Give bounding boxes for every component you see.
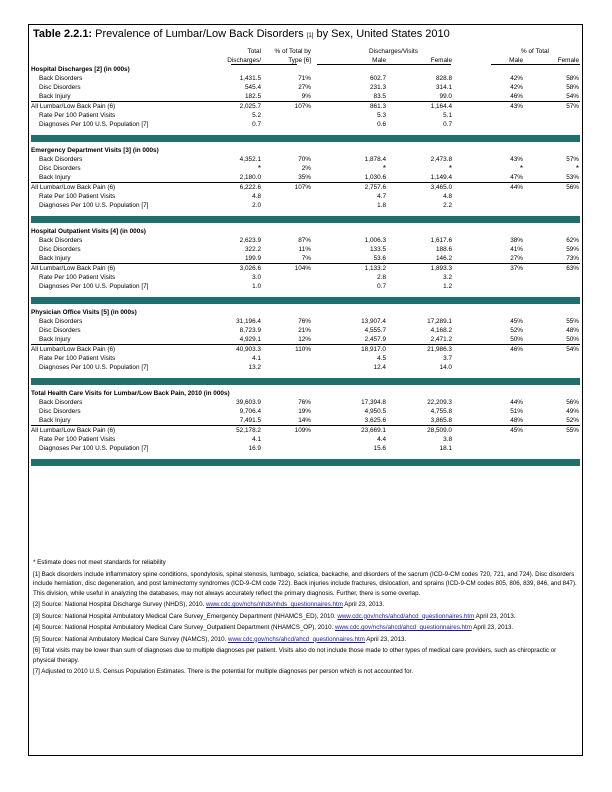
row-label: Back Disorders xyxy=(39,75,83,82)
cell-total: 2,025.7 xyxy=(239,103,261,110)
cell-pct-type: 70% xyxy=(298,156,311,163)
section-title: Hospital Discharges [2] (in 000s) xyxy=(31,66,130,73)
section-title: Hospital Outpatient Visits [4] (in 000s) xyxy=(31,228,146,235)
cell-pct-male: 50% xyxy=(510,336,523,343)
row-label: All Lumbar/Low Back Pain (6) xyxy=(31,184,116,191)
footnote-2-text: [2] Source: National Hospital Discharge Survey (NHDS), 2010. xyxy=(33,601,206,608)
header-pct-type: % of Total by xyxy=(274,48,311,55)
cell-total: 8,723.9 xyxy=(239,327,261,334)
cell-pct-male: 46% xyxy=(510,346,523,353)
rate-row xyxy=(31,192,580,201)
cell-pct-female: 48% xyxy=(566,327,579,334)
cell-female: * xyxy=(448,164,452,173)
diagnoses-row xyxy=(31,444,580,453)
cell-pct-type: 35% xyxy=(298,174,311,181)
header-pct-total-group: % of Total xyxy=(521,48,549,55)
cell-male: 18,917.0 xyxy=(361,346,386,353)
cell-female: 146.2 xyxy=(436,255,452,262)
cell-female: 2.2 xyxy=(443,202,452,209)
table-row xyxy=(31,236,580,245)
table-row xyxy=(31,173,580,182)
cell-male: * xyxy=(382,164,386,173)
cell-pct-type: 107% xyxy=(294,103,311,110)
header-male: Male xyxy=(372,57,386,64)
cell-male: 5.3 xyxy=(377,112,386,119)
footnote-2-date: April 23, 2013. xyxy=(342,601,385,608)
cell-pct-female: 59% xyxy=(566,246,579,253)
cell-male: 13,907.4 xyxy=(361,318,386,325)
cell-pct-type: 21% xyxy=(298,327,311,334)
cell-pct-type: 71% xyxy=(298,75,311,82)
cell-total: 322.2 xyxy=(245,246,261,253)
diagnoses-row xyxy=(31,363,580,372)
cell-male: 12.4 xyxy=(373,364,386,371)
cell-pct-male: 44% xyxy=(510,399,523,406)
cell-male: 4.7 xyxy=(377,193,386,200)
total-row xyxy=(31,344,580,354)
header-female: Female xyxy=(430,57,452,64)
cell-pct-female: 52% xyxy=(566,417,579,424)
rate-row xyxy=(31,273,580,282)
cell-total: 4.8 xyxy=(252,193,261,200)
cell-total: 4.1 xyxy=(252,355,261,362)
header-visits-group: Discharges/Visits xyxy=(369,48,418,55)
cell-pct-female: 50% xyxy=(566,336,579,343)
rate-row xyxy=(31,111,580,120)
row-label: Diagnoses Per 100 U.S. Population [7] xyxy=(39,121,149,128)
header-total: Total xyxy=(247,48,261,55)
row-label: Rate Per 100 Patient Visits xyxy=(39,112,116,119)
cell-total: 0.7 xyxy=(252,121,261,128)
header-pct-female: Female xyxy=(557,57,579,64)
section-title: Emergency Department Visits [3] (in 000s) xyxy=(31,147,159,154)
cell-pct-male: 52% xyxy=(510,327,523,334)
total-row xyxy=(31,263,580,273)
cell-male: 1,030.6 xyxy=(364,174,386,181)
cell-total: 52,178.2 xyxy=(236,427,261,434)
cell-pct-male: 46% xyxy=(510,93,523,100)
cell-pct-type: 9% xyxy=(301,93,311,100)
cell-pct-type: 12% xyxy=(298,336,311,343)
cell-pct-female: 57% xyxy=(566,156,579,163)
table-row xyxy=(31,155,580,164)
cell-pct-type: 19% xyxy=(298,408,311,415)
cell-male: 2.8 xyxy=(377,274,386,281)
footnote-3 xyxy=(33,612,578,622)
cell-pct-type: 107% xyxy=(294,184,311,191)
cell-male: 2,757.6 xyxy=(364,184,386,191)
footnote-5-date: April 23, 2013. xyxy=(364,635,407,643)
section-divider-band xyxy=(31,297,580,304)
footnote-3-text: [3] Source: National Hospital Ambulatory Medical Care Survey_Emergency Department (NHAMCS_ED), 2010. xyxy=(33,612,338,620)
cell-female: 0.7 xyxy=(443,121,452,128)
cell-female: 99.0 xyxy=(439,93,452,100)
total-row xyxy=(31,425,580,435)
cell-male: 0.6 xyxy=(377,121,386,128)
cell-pct-type: 27% xyxy=(298,84,311,91)
footnote-4 xyxy=(33,623,578,633)
cell-male: 4.4 xyxy=(377,436,386,443)
row-label: All Lumbar/Low Back Pain (6) xyxy=(31,265,116,272)
cell-female: 314.1 xyxy=(436,84,452,91)
cell-female: 2,473.8 xyxy=(430,156,452,163)
cell-pct-female: 57% xyxy=(566,103,579,110)
cell-female: 1,893.3 xyxy=(430,265,452,272)
table-row xyxy=(31,74,580,83)
cell-female: 3.7 xyxy=(443,355,452,362)
row-label: Diagnoses Per 100 U.S. Population [7] xyxy=(39,202,149,209)
footnote-4-link[interactable]: www.cdc.gov/nchs/ahcd/ahcd_questionnaires.htm xyxy=(334,624,472,631)
cell-total: 182.5 xyxy=(245,93,261,100)
table-frame xyxy=(28,24,583,756)
cell-male: 1.8 xyxy=(377,202,386,209)
table-row xyxy=(31,83,580,92)
row-label: Back Injury xyxy=(39,93,71,100)
footnote-2 xyxy=(33,600,578,610)
section-divider-band xyxy=(31,459,580,466)
cell-pct-female: 63% xyxy=(566,265,579,272)
cell-total: 3,026.6 xyxy=(239,265,261,272)
cell-pct-female: 53% xyxy=(566,174,579,181)
section-heading xyxy=(31,308,580,317)
cell-female: 3,465.0 xyxy=(430,184,452,191)
footnotes xyxy=(33,558,578,679)
cell-pct-male: 51% xyxy=(510,408,523,415)
row-label: Diagnoses Per 100 U.S. Population [7] xyxy=(39,445,149,452)
row-label: All Lumbar/Low Back Pain (6) xyxy=(31,103,116,110)
title-ref: [1] xyxy=(306,33,314,39)
cell-total: 39,603.9 xyxy=(236,399,261,406)
footnote-star: * Estimate does not meet standards for reliability xyxy=(33,559,166,566)
cell-pct-type: 109% xyxy=(294,427,311,434)
cell-total: 2,623.9 xyxy=(239,237,261,244)
header-row-2 xyxy=(31,56,580,65)
cell-pct-male: 42% xyxy=(510,75,523,82)
section-title: Physician Office Visits [5] (in 000s) xyxy=(31,309,137,316)
row-label: Diagnoses Per 100 U.S. Population [7] xyxy=(39,364,149,371)
cell-male: 2,457.9 xyxy=(364,336,386,343)
cell-pct-type: 2% xyxy=(301,165,311,172)
cell-pct-male: 43% xyxy=(510,103,523,110)
section-heading xyxy=(31,227,580,236)
cell-total: 16.9 xyxy=(248,445,261,452)
row-label: Disc Disorders xyxy=(39,327,81,334)
cell-male: 133.5 xyxy=(370,246,386,253)
row-label: Back Injury xyxy=(39,336,71,343)
footnote-7: [7] Adjusted to 2010 U.S. Census Population Estimates. There is the potential for multiple diagnoses per person which is not accounted for. xyxy=(33,668,413,675)
cell-total: 40,903.3 xyxy=(236,346,261,353)
total-row xyxy=(31,182,580,192)
cell-female: 1.2 xyxy=(443,283,452,290)
cell-total: 4.1 xyxy=(252,436,261,443)
cell-total: 9,706.4 xyxy=(239,408,261,415)
cell-total: 5.2 xyxy=(252,112,261,119)
diagnoses-row xyxy=(31,201,580,210)
cell-female: 4,755.8 xyxy=(430,408,452,415)
table-row xyxy=(31,326,580,335)
cell-total: 3.0 xyxy=(252,274,261,281)
cell-total: 2,180.0 xyxy=(239,174,261,181)
cell-pct-type: 76% xyxy=(298,399,311,406)
cell-pct-type: 11% xyxy=(298,246,311,253)
cell-pct-type: 7% xyxy=(301,255,311,262)
cell-total: 4,352.1 xyxy=(239,156,261,163)
diagnoses-row xyxy=(31,120,580,129)
cell-total: 1,431.5 xyxy=(239,75,261,82)
cell-pct-male: 42% xyxy=(510,84,523,91)
cell-pct-female: 56% xyxy=(566,184,579,191)
cell-female: 1,149.4 xyxy=(430,174,452,181)
table-row xyxy=(31,416,580,425)
cell-female: 18.1 xyxy=(439,445,452,452)
data-table xyxy=(31,47,580,470)
footnote-5-link[interactable]: www.cdc.gov/nchs/ahcd/ahcd_questionnaires.htm xyxy=(228,635,365,643)
cell-total: 2.0 xyxy=(252,202,261,209)
cell-pct-male: 37% xyxy=(510,265,523,272)
cell-pct-type: 76% xyxy=(298,318,311,325)
row-label: Disc Disorders xyxy=(39,246,81,253)
row-label: All Lumbar/Low Back Pain (6) xyxy=(31,346,116,353)
cell-pct-male: 44% xyxy=(510,184,523,191)
cell-pct-male: 45% xyxy=(510,318,523,325)
rate-row xyxy=(31,435,580,444)
row-label: Diagnoses Per 100 U.S. Population [7] xyxy=(39,283,149,290)
cell-pct-male: 27% xyxy=(510,255,523,262)
cell-pct-type: 14% xyxy=(298,417,311,424)
cell-pct-male: 41% xyxy=(510,246,523,253)
cell-male: 15.6 xyxy=(373,445,386,452)
cell-pct-female: 58% xyxy=(566,84,579,91)
section-heading xyxy=(31,65,580,74)
cell-female: 14.0 xyxy=(439,364,452,371)
cell-pct-male: 48% xyxy=(510,417,523,424)
cell-pct-type: 104% xyxy=(294,265,311,272)
footnote-3-link[interactable]: www.cdc.gov/nchs/ahcd/ahcd_questionnaires.htm xyxy=(337,612,475,620)
section-heading xyxy=(31,389,580,398)
row-label: Back Disorders xyxy=(39,318,83,325)
cell-male: 231.3 xyxy=(370,84,386,91)
header-pct-male: Male xyxy=(509,57,523,64)
cell-female: 3.2 xyxy=(443,274,452,281)
footnote-2-link[interactable]: www.cdc.gov/nchs/nhds/nhds_questionnaires.htm xyxy=(205,601,343,608)
table-row xyxy=(31,407,580,416)
cell-female: 1,164.4 xyxy=(430,103,452,110)
cell-pct-female: 55% xyxy=(566,318,579,325)
row-label: Disc Disorders xyxy=(39,165,81,172)
cell-pct-female: 73% xyxy=(566,255,579,262)
cell-pct-female: 58% xyxy=(566,75,579,82)
cell-female: 3.8 xyxy=(443,436,452,443)
row-label: Rate Per 100 Patient Visits xyxy=(39,193,116,200)
cell-female: 3,865.8 xyxy=(430,417,452,424)
cell-male: 4.5 xyxy=(377,355,386,362)
header-type: Type [6] xyxy=(288,57,311,64)
total-row xyxy=(31,101,580,111)
title-tail: by Sex, United States 2010 xyxy=(313,28,450,40)
table-row xyxy=(31,254,580,263)
cell-male: 602.7 xyxy=(370,75,386,82)
table-row xyxy=(31,245,580,254)
cell-pct-female: 62% xyxy=(566,237,579,244)
section-heading xyxy=(31,146,580,155)
row-label: Back Disorders xyxy=(39,156,83,163)
footnote-1: [1] Back disorders include inflammatory spine conditions, spondylosis, spinal stenosis, lumbago, sciatica, backache, and disorders of the sacrum (ICD-9-CM codes 720, 721, and 724). Disc disorders include herniation, disc degeneration, and post laminectomy syndromes (ICD-9-CM code 722). Back injuries include fractures, dislocation, and sprains (ICD-9-CM codes 805, 806, 839, 846, and 847). This division, while useful in analyzing the databases, may not always accurately reflect the primary diagnosis. Further, there is some overlap. xyxy=(33,570,577,597)
cell-male: 0.7 xyxy=(377,283,386,290)
row-label: Back Injury xyxy=(39,255,71,262)
table-row xyxy=(31,164,580,173)
cell-male: 53.6 xyxy=(373,255,386,262)
footnote-5-text: [5] Source: National Ambulatory Medical Care Survey (NAMCS), 2010. xyxy=(33,635,228,643)
cell-total: 31,196.4 xyxy=(236,318,261,325)
cell-pct-type: 87% xyxy=(298,237,311,244)
cell-pct-male: 38% xyxy=(510,237,523,244)
cell-female: 4,168.2 xyxy=(430,327,452,334)
title-text: Prevalence of Lumbar/Low Back Disorders xyxy=(92,28,307,40)
cell-pct-female: 49% xyxy=(566,408,579,415)
row-label: Back Disorders xyxy=(39,237,83,244)
cell-male: 1,006.3 xyxy=(364,237,386,244)
section-title: Total Health Care Visits for Lumbar/Low Back Pain, 2010 (in 000s) xyxy=(31,390,230,397)
cell-female: 2,471.2 xyxy=(430,336,452,343)
cell-total: 7,491.5 xyxy=(239,417,261,424)
cell-pct-type: 110% xyxy=(295,346,311,353)
cell-total: 1.0 xyxy=(252,283,261,290)
footnote-4-text: [4] Source: National Hospital Ambulatory Medical Care Survey_Outpatient Department (NHAMCS_OP), 2010. xyxy=(33,624,335,631)
section-divider-band xyxy=(31,135,580,142)
cell-female: 828.8 xyxy=(436,75,452,82)
cell-male: 1,878.4 xyxy=(364,156,386,163)
cell-male: 23,669.1 xyxy=(361,427,386,434)
row-label: Rate Per 100 Patient Visits xyxy=(39,436,116,443)
table-title xyxy=(33,28,450,40)
footnote-5 xyxy=(33,635,578,645)
footnote-6: [6] Total visits may be lower than sum of diagnoses due to multiple diagnoses per patient. Visits also do not include those made to other types of medical care providers, such as chiropractic or physical therapy. xyxy=(33,647,557,664)
row-label: Back Injury xyxy=(39,174,71,181)
cell-male: 3,625.6 xyxy=(364,417,386,424)
table-row xyxy=(31,92,580,101)
cell-total: 199.9 xyxy=(245,255,261,262)
footnote-3-date: April 23, 2013. xyxy=(474,612,516,620)
cell-female: 17,289.1 xyxy=(427,318,452,325)
cell-pct-male: * xyxy=(519,164,523,173)
cell-female: 22,209.3 xyxy=(427,399,452,406)
cell-pct-female: 56% xyxy=(566,399,579,406)
cell-pct-male: 47% xyxy=(510,174,523,181)
cell-male: 1,133.2 xyxy=(364,265,386,272)
cell-pct-female: 54% xyxy=(566,93,579,100)
cell-total: 545.4 xyxy=(245,84,261,91)
cell-pct-male: 43% xyxy=(510,156,523,163)
diagnoses-row xyxy=(31,282,580,291)
row-label: Rate Per 100 Patient Visits xyxy=(39,274,116,281)
cell-female: 21,986.3 xyxy=(427,346,452,353)
cell-total: 13.2 xyxy=(248,364,261,371)
cell-male: 83.5 xyxy=(373,93,386,100)
cell-pct-female: 55% xyxy=(566,427,579,434)
cell-male: 4,950.5 xyxy=(364,408,386,415)
header-discharges: Discharges/ xyxy=(227,57,261,64)
table-body xyxy=(31,65,580,466)
cell-male: 861.3 xyxy=(370,103,386,110)
footnote-4-date: April 23, 2013. xyxy=(471,624,514,631)
row-label: Rate Per 100 Patient Visits xyxy=(39,355,116,362)
cell-pct-female: * xyxy=(575,164,579,173)
row-label: Disc Disorders xyxy=(39,408,81,415)
cell-female: 28,509.0 xyxy=(427,427,452,434)
cell-pct-male: 45% xyxy=(510,427,523,434)
rate-row xyxy=(31,354,580,363)
cell-total: 4,929.1 xyxy=(239,336,261,343)
cell-female: 1,617.6 xyxy=(430,237,452,244)
header-row-1 xyxy=(31,47,580,56)
table-row xyxy=(31,398,580,407)
table-row xyxy=(31,335,580,344)
cell-female: 188.6 xyxy=(436,246,452,253)
row-label: All Lumbar/Low Back Pain (6) xyxy=(31,427,116,434)
section-divider-band xyxy=(31,378,580,385)
cell-female: 5.1 xyxy=(443,112,452,119)
title-number: Table 2.2.1: xyxy=(33,28,93,40)
section-divider-band xyxy=(31,216,580,223)
table-row xyxy=(31,317,580,326)
row-label: Disc Disorders xyxy=(39,84,81,91)
cell-male: 17,394.8 xyxy=(361,399,386,406)
cell-total: 6,222.6 xyxy=(239,184,261,191)
row-label: Back Disorders xyxy=(39,399,83,406)
cell-total: * xyxy=(257,164,261,173)
cell-pct-female: 54% xyxy=(566,346,579,353)
cell-female: 4.8 xyxy=(443,193,452,200)
row-label: Back Injury xyxy=(39,417,71,424)
cell-male: 4,555.7 xyxy=(364,327,386,334)
